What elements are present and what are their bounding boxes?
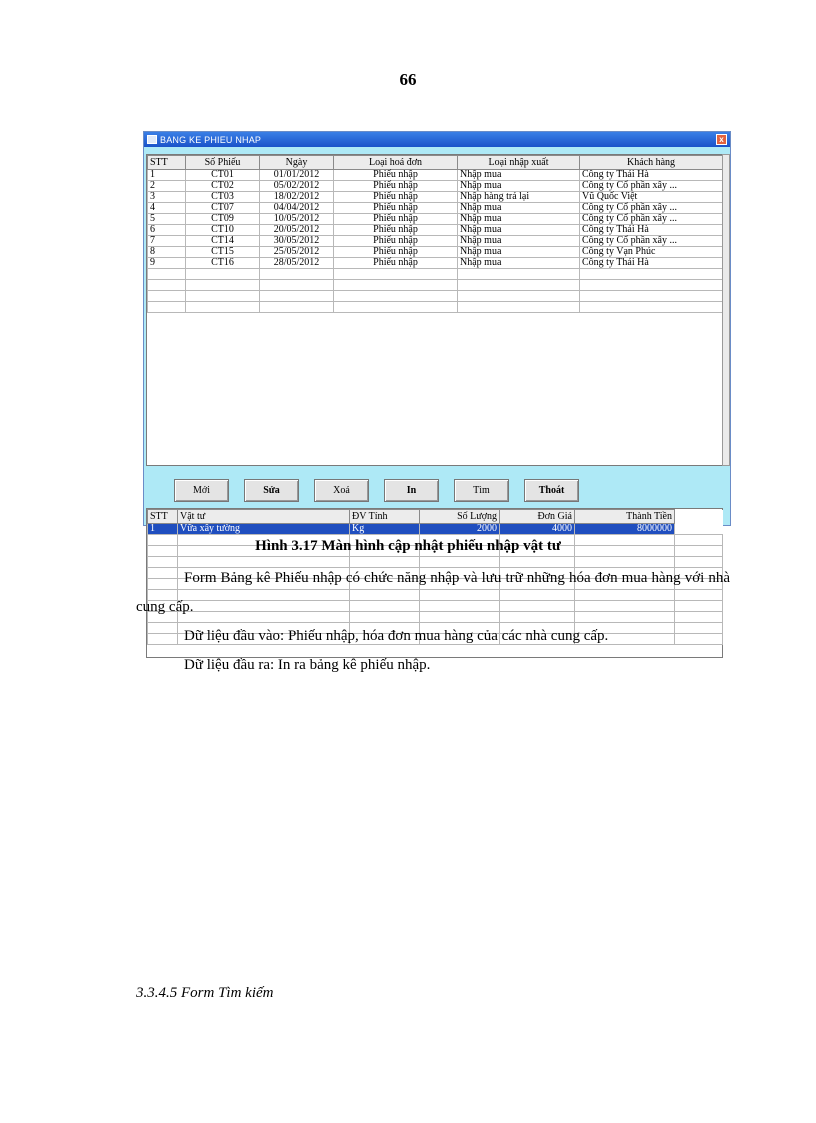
table-cell: Phiếu nhập [334,258,458,269]
table-cell: 20/05/2012 [260,225,334,236]
table-cell: 6 [148,225,186,236]
table-cell: 18/02/2012 [260,192,334,203]
table-cell: Phiếu nhập [334,170,458,181]
paragraph-output-data: Dữ liệu đầu ra: In ra bảng kê phiếu nhập. [184,657,431,673]
delete-button[interactable]: Xoá [314,479,369,502]
grid1-column-header[interactable]: Số Phiếu [186,156,260,170]
table-cell: Vũ Quốc Việt [580,192,723,203]
table-cell: Công ty Thái Hà [580,225,723,236]
empty-row [148,302,723,313]
table-cell: 28/05/2012 [260,258,334,269]
table-cell: Vữa xây tường [178,524,350,535]
selected-table-row[interactable] [148,524,723,535]
empty-cell [580,280,723,291]
empty-cell [334,291,458,302]
table-cell: CT09 [186,214,260,225]
empty-cell [186,269,260,280]
table-cell: Phiếu nhập [334,192,458,203]
table-row[interactable] [148,203,723,214]
table-cell: 4000 [500,524,575,535]
table-row[interactable] [148,192,723,203]
table-cell: Nhập mua [458,214,580,225]
button-bar [174,479,579,502]
paragraph-input-data: Dữ liệu đầu vào: Phiếu nhập, hóa đơn mua hàng của các nhà cung cấp. [184,628,609,644]
empty-cell [458,280,580,291]
table-cell: 3 [148,192,186,203]
empty-cell [580,302,723,313]
grid-vertical-scrollbar[interactable] [722,154,730,466]
table-cell: CT03 [186,192,260,203]
table-cell: Nhập mua [458,170,580,181]
table-cell: Phiếu nhập [334,236,458,247]
grid2-filler-header [675,510,723,524]
table-cell: 8 [148,247,186,258]
grid2-column-header[interactable]: Vật tư [178,510,350,524]
table-row[interactable] [148,225,723,236]
window-titlebar [144,132,730,147]
empty-cell [260,269,334,280]
table-cell: 1 [148,170,186,181]
empty-cell [334,280,458,291]
table-cell: CT07 [186,203,260,214]
empty-cell [580,291,723,302]
table-cell: 10/05/2012 [260,214,334,225]
exit-button[interactable]: Thoát [524,479,579,502]
table-cell: Công ty Cổ phần xây ... [580,181,723,192]
empty-cell [458,269,580,280]
grid2-column-header[interactable]: Thành Tiền [575,510,675,524]
table-cell: 25/05/2012 [260,247,334,258]
grid1-column-header[interactable]: Loại hoá đơn [334,156,458,170]
print-button[interactable]: In [384,479,439,502]
grid2-column-header[interactable]: STT [148,510,178,524]
table-cell: Phiếu nhập [334,247,458,258]
table-cell: 4 [148,203,186,214]
empty-cell [260,291,334,302]
table-cell: 30/05/2012 [260,236,334,247]
table-cell: 05/02/2012 [260,181,334,192]
empty-cell [148,280,186,291]
section-title: 3.3.4.5 Form Tìm kiếm [136,985,274,1001]
app-icon [147,135,157,144]
bang-ke-phieu-nhap-window [143,131,731,534]
phieu-nhap-grid [146,154,723,466]
grid2-column-header[interactable]: ĐV Tính [350,510,420,524]
table-cell: CT10 [186,225,260,236]
empty-cell [186,302,260,313]
table-cell: Nhập mua [458,236,580,247]
empty-cell [186,291,260,302]
table-cell: 1 [148,524,178,535]
table-row[interactable] [148,214,723,225]
table-cell: Công ty Cổ phần xây ... [580,214,723,225]
table-cell: Nhập mua [458,225,580,236]
empty-cell [148,302,186,313]
table-cell: Công ty Thái Hà [580,258,723,269]
table-cell: 5 [148,214,186,225]
table-cell: Nhập mua [458,203,580,214]
table-cell: Phiếu nhập [334,203,458,214]
empty-cell [580,269,723,280]
figure-caption: Hình 3.17 Màn hình cập nhật phiếu nhập vật tư [255,538,561,554]
table-cell: Nhập hàng trả lại [458,192,580,203]
table-cell: CT01 [186,170,260,181]
table-cell: 2 [148,181,186,192]
table-cell: Công ty Thái Hà [580,170,723,181]
table-row[interactable] [148,258,723,269]
empty-cell [260,302,334,313]
empty-row [148,280,723,291]
grid1-column-header[interactable]: STT [148,156,186,170]
grid2-column-header[interactable]: Đơn Giá [500,510,575,524]
grid1-column-header[interactable]: Loại nhập xuất [458,156,580,170]
search-button[interactable]: Tìm [454,479,509,502]
grid2-column-header[interactable]: Số Lượng [420,510,500,524]
empty-cell [260,280,334,291]
empty-cell [148,269,186,280]
empty-cell [334,269,458,280]
table-cell: Nhập mua [458,247,580,258]
filler-cell [675,524,723,535]
table-cell: Phiếu nhập [334,181,458,192]
table-cell: CT14 [186,236,260,247]
table-cell: CT15 [186,247,260,258]
empty-cell [148,291,186,302]
table-cell: Công ty Cổ phần xây ... [580,203,723,214]
empty-row [148,269,723,280]
empty-cell [186,280,260,291]
table-cell: 01/01/2012 [260,170,334,181]
table-cell: 9 [148,258,186,269]
paragraph-description: Form Bảng kê Phiếu nhập có chức năng nhập và lưu trữ những hóa đơn mua hàng với nhà cung cấp. [136,570,730,615]
table-row[interactable] [148,236,723,247]
empty-cell [334,302,458,313]
grid1-column-header[interactable]: Ngày [260,156,334,170]
table-row[interactable] [148,170,723,181]
table-cell: 04/04/2012 [260,203,334,214]
close-icon[interactable]: x [716,134,727,145]
table-cell: Công ty Vạn Phúc [580,247,723,258]
new-button[interactable]: Mới [174,479,229,502]
table-cell: Phiếu nhập [334,225,458,236]
table-cell: CT02 [186,181,260,192]
table-cell: Kg [350,524,420,535]
grid1-column-header[interactable]: Khách hàng [580,156,723,170]
edit-button[interactable]: Sửa [244,479,299,502]
table-cell: CT16 [186,258,260,269]
table-cell: Công ty Cổ phần xây ... [580,236,723,247]
table-row[interactable] [148,181,723,192]
table-cell: Nhập mua [458,181,580,192]
window-title: BANG KE PHIEU NHAP [160,134,262,145]
table-cell: 2000 [420,524,500,535]
page-number: 66 [399,70,417,89]
table-row[interactable] [148,247,723,258]
table-cell: Nhập mua [458,258,580,269]
table-cell: 8000000 [575,524,675,535]
table-cell: 7 [148,236,186,247]
table-cell: Phiếu nhập [334,214,458,225]
empty-cell [458,291,580,302]
empty-cell [458,302,580,313]
empty-row [148,291,723,302]
